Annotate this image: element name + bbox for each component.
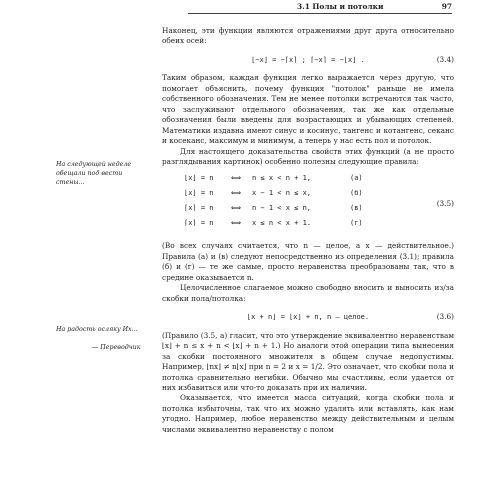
rules-3-5 [162, 173, 454, 235]
running-header [188, 2, 452, 14]
rule-lhs: ⌊x⌋ = n [184, 189, 214, 198]
paragraph: Для настоящего доказательства свойств этих функций (а не просто разглядывания картинок) особенно полезны следующие правила: [162, 146, 454, 167]
paragraph: Целочисленное слагаемое можно свободно вносить и выносить из/за скобки пола/потолка: [162, 283, 454, 303]
equation-number: (3.6) [436, 312, 454, 322]
main-text-column [162, 26, 454, 435]
margin-note-2: На радость осляку Их... [56, 326, 138, 333]
rule-arrow: ⟺ [230, 189, 242, 198]
rule-row [184, 173, 363, 183]
rule-rhs: n − 1 < x ≤ n, [252, 204, 312, 213]
rule-row [184, 203, 363, 213]
equation-number: (3.4) [436, 54, 454, 64]
rule-label: (г) [350, 219, 363, 228]
rule-lhs: ⌊x⌋ = n [184, 174, 214, 183]
section-title: 3.1 Полы и потолки [297, 2, 384, 11]
rule-arrow: ⟺ [230, 219, 242, 228]
paragraph: Оказывается, что имеется масса ситуаций, когда скобки пола и потолка избыточны, так что их можно удалять или вставлять, как нам угодно. Например, любое неравенство между действительным и целым числами эквивалентно неравенству с полом [162, 393, 454, 434]
rule-row [184, 218, 363, 228]
paragraph: Наконец, эти функции являются отражениями друг друга относительно обеих осей: [162, 26, 454, 46]
rule-row [184, 188, 363, 198]
rule-rhs: n ≤ x < n + 1, [252, 174, 312, 183]
rule-rhs: x ≤ n < x + 1. [252, 219, 312, 228]
rule-arrow: ⟺ [230, 204, 242, 213]
rule-label: (a) [350, 174, 363, 183]
rule-arrow: ⟺ [230, 174, 242, 183]
rule-rhs: x − 1 < n ≤ x, [252, 189, 312, 198]
page-number: 97 [441, 2, 452, 11]
formula-body: ⌊x + n⌋ = ⌊x⌋ + n, n — целое. [246, 313, 370, 322]
formula-3-4 [162, 55, 454, 66]
rule-label: (б) [350, 189, 363, 198]
rule-lhs: ⌈x⌉ = n [184, 204, 214, 213]
equation-number: (3.5) [436, 199, 454, 209]
margin-note-3: — Переводчик [92, 344, 141, 351]
formula-body: ⌊−x⌋ = −⌈x⌉ ; ⌈−x⌉ = −⌊x⌋ . [251, 55, 365, 64]
rule-label: (в) [350, 204, 363, 213]
paragraph: Таким образом, каждая функция легко выражается через другую, что помогает объяснить, почему функция "потолок" раньше не имела собственного обозначения. Тем не менее потолки встречаются так часто, что заслуживают отдельного обозначения, так же как отдельные обозначения были введены для возрастающих и убывающих степеней. Математики издавна имеют синус и косинус, тангенс и котангенс, секанс и косеканс, максимум и минимум, а теперь у нас есть пол и потолок. [162, 73, 454, 146]
paragraph: (Во всех случаях считается, что n — целое, а x — действительное.) Правила (а) и (в) следуют непосредственно из определения (3.1); правила (б) и (г) — те же самые, просто неравенства преобразованы так, что в средине оказывается n. [162, 241, 454, 282]
rule-lhs: ⌈x⌉ = n [184, 219, 214, 228]
formula-3-6 [162, 312, 454, 323]
paragraph: (Правило (3.5, а) гласит, что это утверждение эквивалентно неравенствам ⌊x⌋ + n ≤ x + n < ⌊x⌋ + n + 1.) Но аналоги этой операции типа вынесения за скобки постоянного множителя в общем случае недопустимы. Например, ⌊nx⌋ ≠ n⌊x⌋ при n = 2 и x = 1/2. Это означает, что скобки пола и потолка сравнительно негибки. Обычно мы счастливы, если удается от них избавиться или что-то доказать при их наличии. [162, 330, 454, 392]
margin-note-1: На следующей неделе обещали под вести стены... [56, 161, 132, 186]
